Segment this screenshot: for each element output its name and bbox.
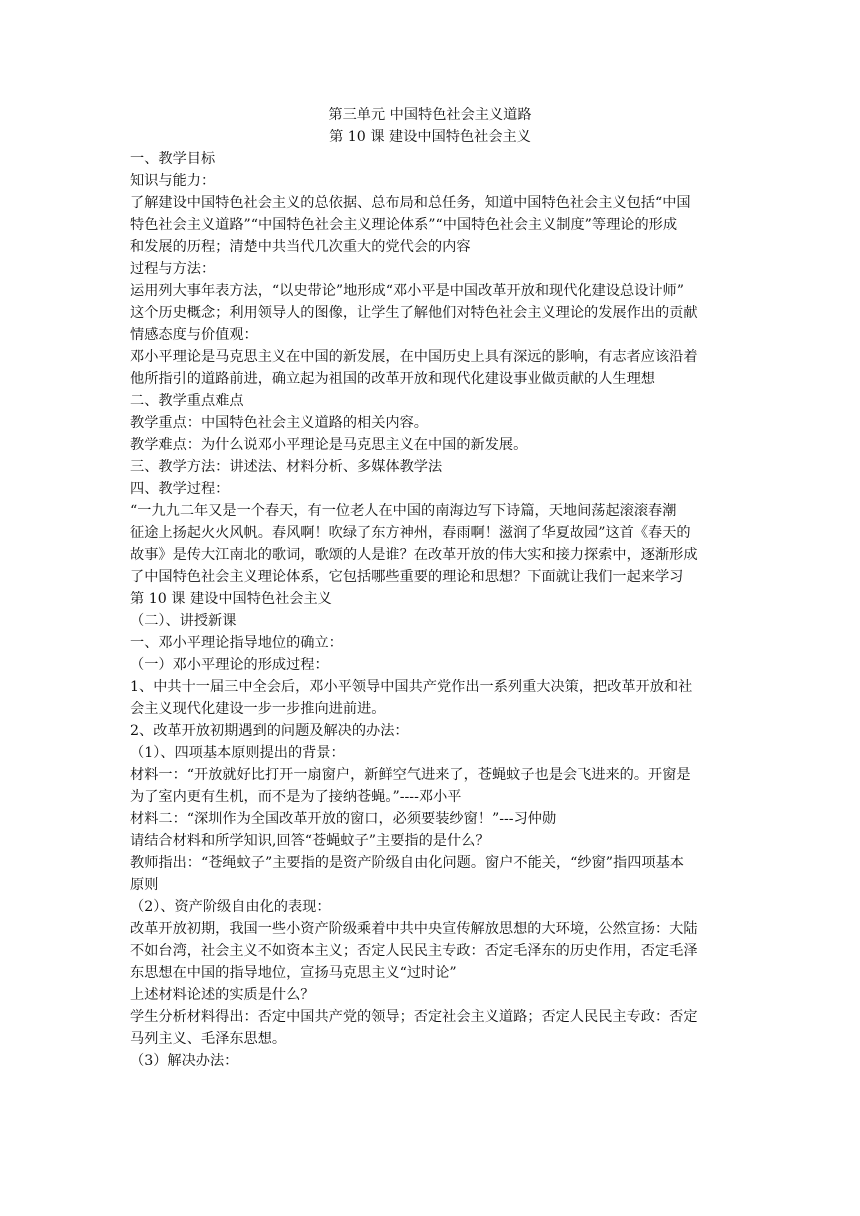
subheading: 知识与能力：	[130, 173, 216, 189]
document-page	[130, 104, 730, 1072]
text-line: 邓小平理论是马克思主义在中国的新发展，在中国历史上具有深远的影响，有志者应该沿着	[130, 349, 698, 365]
unit-title: 第三单元 中国特色社会主义道路	[328, 107, 532, 123]
text-line: 2、改革开放初期遇到的问题及解决的办法：	[130, 723, 409, 739]
text-line: 1、中共十一届三中全会后，邓小平领导中国共产党作出一系列重大决策，把改革开放和社	[130, 679, 693, 695]
text-line: 请结合材料和所学知识,回答“苍蝇蚊子”主要指的是什么？	[130, 833, 490, 849]
text-line: 了解建设中国特色社会主义的总依据、总布局和总任务，知道中国特色社会主义包括“中国	[130, 195, 691, 211]
text-line: 特色社会主义道路”“中国特色社会主义理论体系”“中国特色社会主义制度”等理论的形成	[130, 217, 678, 233]
text-line: 改革开放初期，我国一些小资产阶级乘着中共中央宣传解放思想的大环境，公然宣扬：大陆	[130, 921, 698, 937]
section-heading: 三、教学方法：讲述法、材料分析、多媒体教学法	[130, 459, 443, 475]
text-line: 教学重点：中国特色社会主义道路的相关内容。	[130, 415, 428, 431]
text-line: 征途上扬起火火风帆。春风啊！吹绿了东方神州，春雨啊！滋润了华夏故园”这首《春天的	[130, 525, 691, 541]
text-line: 了中国特色社会主义理论体系，它包括哪些重要的理论和思想？下面就让我们一起来学习	[130, 569, 684, 585]
text-line: 教学难点：为什么说邓小平理论是马克思主义在中国的新发展。	[130, 437, 528, 453]
section-heading: 四、教学过程：	[130, 481, 230, 497]
text-line: 和发展的历程；清楚中共当代几次重大的党代会的内容	[130, 239, 471, 255]
subheading: （二）、讲授新课	[130, 613, 237, 629]
text-line: 学生分析材料得出：否定中国共产党的领导；否定社会主义道路；否定人民民主专政：否定	[130, 1009, 698, 1025]
section-heading: 一、教学目标	[130, 151, 216, 167]
subheading: 情感态度与价值观：	[130, 327, 258, 343]
text-line: 材料二：“深圳作为全国改革开放的窗口，必须要装纱窗！”---习仲勋	[130, 811, 557, 827]
text-line: 材料一：“开放就好比打开一扇窗户，新鲜空气进来了，苍蝇蚊子也是会飞进来的。开窗是	[130, 767, 691, 783]
subheading: （1）、四项基本原则提出的背景：	[130, 745, 345, 761]
text-line: 故事》是传大江南北的歌词，歌颂的人是谁？在改革开放的伟大实和接力探索中，逐渐形成	[130, 547, 698, 563]
text-line: 原则	[130, 877, 159, 893]
section-heading: 二、教学重点难点	[130, 393, 244, 409]
text-line: 他所指引的道路前进，确立起为祖国的改革开放和现代化建设事业做贡献的人生理想	[130, 371, 655, 387]
text-line: 不如台湾，社会主义不如资本主义；否定人民民主专政：否定毛泽东的历史作用，否定毛泽	[130, 943, 698, 959]
text-line: 为了室内更有生机，而不是为了接纳苍蝇。”----邓小平	[130, 789, 462, 805]
text-line: 会主义现代化建设一步一步推向进前进。	[130, 701, 386, 717]
text-line: 这个历史概念；利用领导人的图像，让学生了解他们对特色社会主义理论的发展作出的贡献	[130, 305, 698, 321]
section-heading: 一、邓小平理论指导地位的确立：	[130, 635, 343, 651]
text-line: 上述材料论述的实质是什么？	[130, 987, 315, 1003]
text-line: 第 10 课 建设中国特色社会主义	[130, 591, 332, 607]
subheading: 过程与方法：	[130, 261, 216, 277]
text-line: 马列主义、毛泽东思想。	[130, 1031, 287, 1047]
subheading: （2）、资产阶级自由化的表现：	[130, 899, 331, 915]
text-line: 教师指出：“苍绳蚊子”主要指的是资产阶级自由化问题。窗户不能关，“纱窗”指四项基本	[130, 855, 684, 871]
subheading: （一）邓小平理论的形成过程：	[130, 657, 329, 673]
text-line: “一九九二年又是一个春天，有一位老人在中国的南海边写下诗篇，天地间荡起滚滚春潮	[130, 503, 677, 519]
text-line: 运用列大事年表方法，“以史带论”地形成“邓小平是中国改革开放和现代化建设总设计师”	[130, 283, 684, 299]
lesson-title: 第 10 课 建设中国特色社会主义	[329, 129, 531, 145]
subheading: （3）解决办法：	[130, 1053, 239, 1069]
text-line: 东思想在中国的指导地位，宣扬马克思主义“过时论”	[130, 965, 457, 981]
